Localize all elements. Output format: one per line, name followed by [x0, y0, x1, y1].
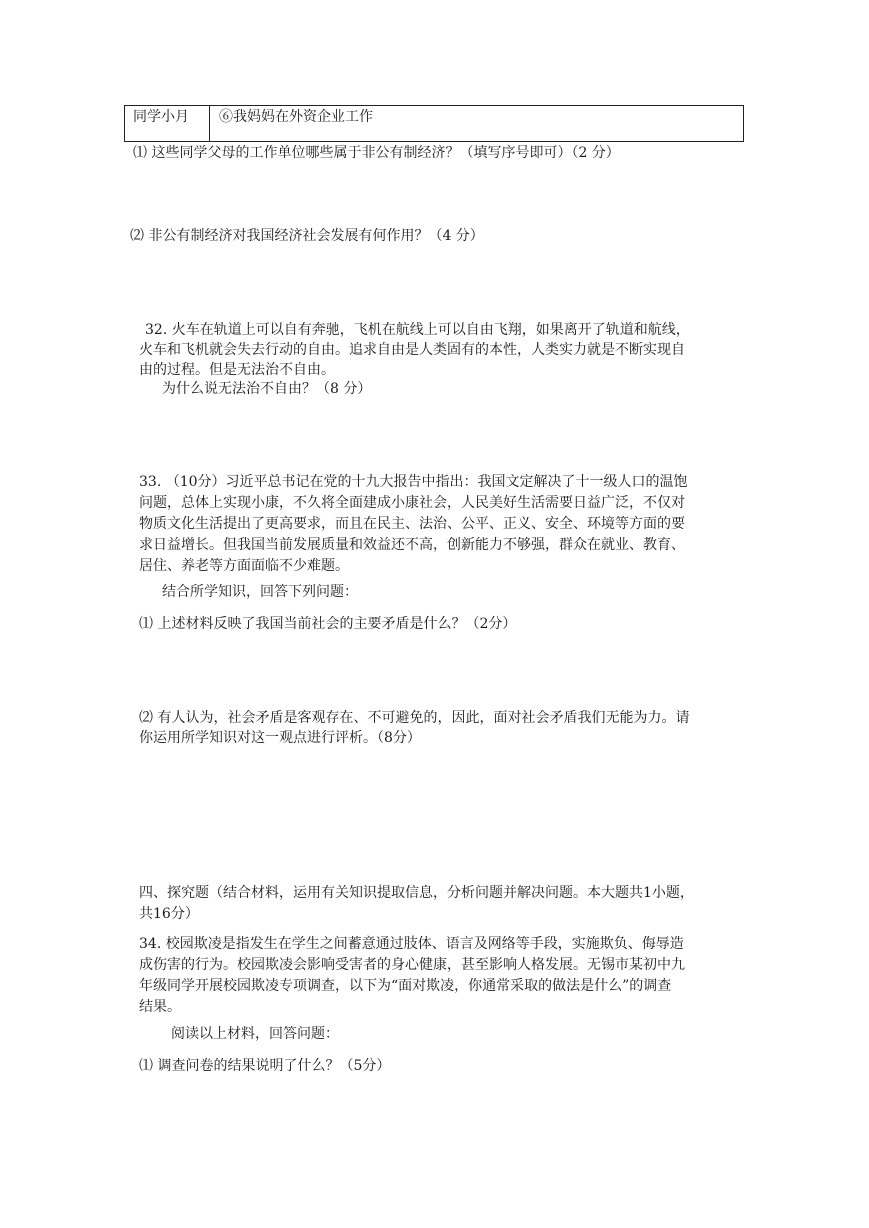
q34-sub1: ⑴ 调查问卷的结果说明了什么？（5分） — [139, 1058, 391, 1074]
parents-work-table — [124, 105, 744, 142]
q32-line: 火车和飞机就会失去行动的自由。追求自由是人类固有的本性，人类实力就是不断实现自 — [139, 342, 685, 358]
q34-line: 年级同学开展校园欺凌专项调查，以下为“面对欺凌，你通常采取的做法是什么”的调查 — [139, 978, 672, 994]
table-cell-parent-work: ⑥我妈妈在外资企业工作 — [219, 109, 373, 125]
q32-line: 由的过程。但是无法治不自由。 — [139, 362, 335, 378]
q34-line: 结果。 — [139, 999, 181, 1015]
q34-line: 成伤害的行为。校园欺凌会影响受害者的身心健康，甚至影响人格发展。无锡市某初中九 — [139, 957, 685, 973]
table-cell-student-name: 同学小月 — [133, 109, 189, 125]
q34-prompt: 阅读以上材料，回答问题： — [171, 1026, 339, 1042]
table-column-divider — [209, 106, 210, 141]
q33-sub2-line: 你运用所学知识对这一观点进行评析。（8分） — [139, 730, 421, 746]
q33-line: 物质文化生活提出了更高要求，而且在民主、法治、公平、正义、安全、环境等方面的要 — [139, 516, 685, 532]
q34-line: 34. 校园欺凌是指发生在学生之间蓄意通过肢体、语言及网络等手段，实施欺负、侮辱造 — [139, 936, 684, 952]
q33-sub2-line: ⑵ 有人认为，社会矛盾是客观存在、不可避免的，因此，面对社会矛盾我们无能为力。请 — [139, 710, 690, 726]
q33-prompt: 结合所学知识，回答下列问题： — [162, 584, 358, 600]
q31-sub1: ⑴ 这些同学父母的工作单位哪些属于非公有制经济？（填写序号即可）（2 分） — [133, 145, 620, 161]
q33-line: 33. （10分）习近平总书记在党的十九大报告中指出：我国文定解决了十一级人口的温饱 — [139, 474, 688, 490]
q33-line: 求日益增长。但我国当前发展质量和效益还不高，创新能力不够强，群众在就业、教育、 — [139, 537, 685, 553]
q33-line: 问题，总体上实现小康，不久将全面建成小康社会，人民美好生活需要日益广泛，不仅对 — [139, 495, 685, 511]
q33-sub1: ⑴ 上述材料反映了我国当前社会的主要矛盾是什么？（2分） — [139, 616, 517, 632]
q31-sub2: ⑵ 非公有制经济对我国经济社会发展有何作用？（4 分） — [130, 228, 484, 244]
section4-line: 四、探究题（结合材料，运用有关知识提取信息，分析问题并解决问题。本大题共1小题， — [139, 885, 694, 901]
q32-line: 32. 火车在轨道上可以自有奔驰，飞机在航线上可以自由飞翔，如果离开了轨道和航线， — [145, 322, 690, 338]
q33-line: 居住、养老等方面面临不少难题。 — [139, 558, 349, 574]
q32-question: 为什么说无法治不自由？（8 分） — [162, 381, 372, 397]
section4-line: 共16分） — [139, 906, 199, 922]
